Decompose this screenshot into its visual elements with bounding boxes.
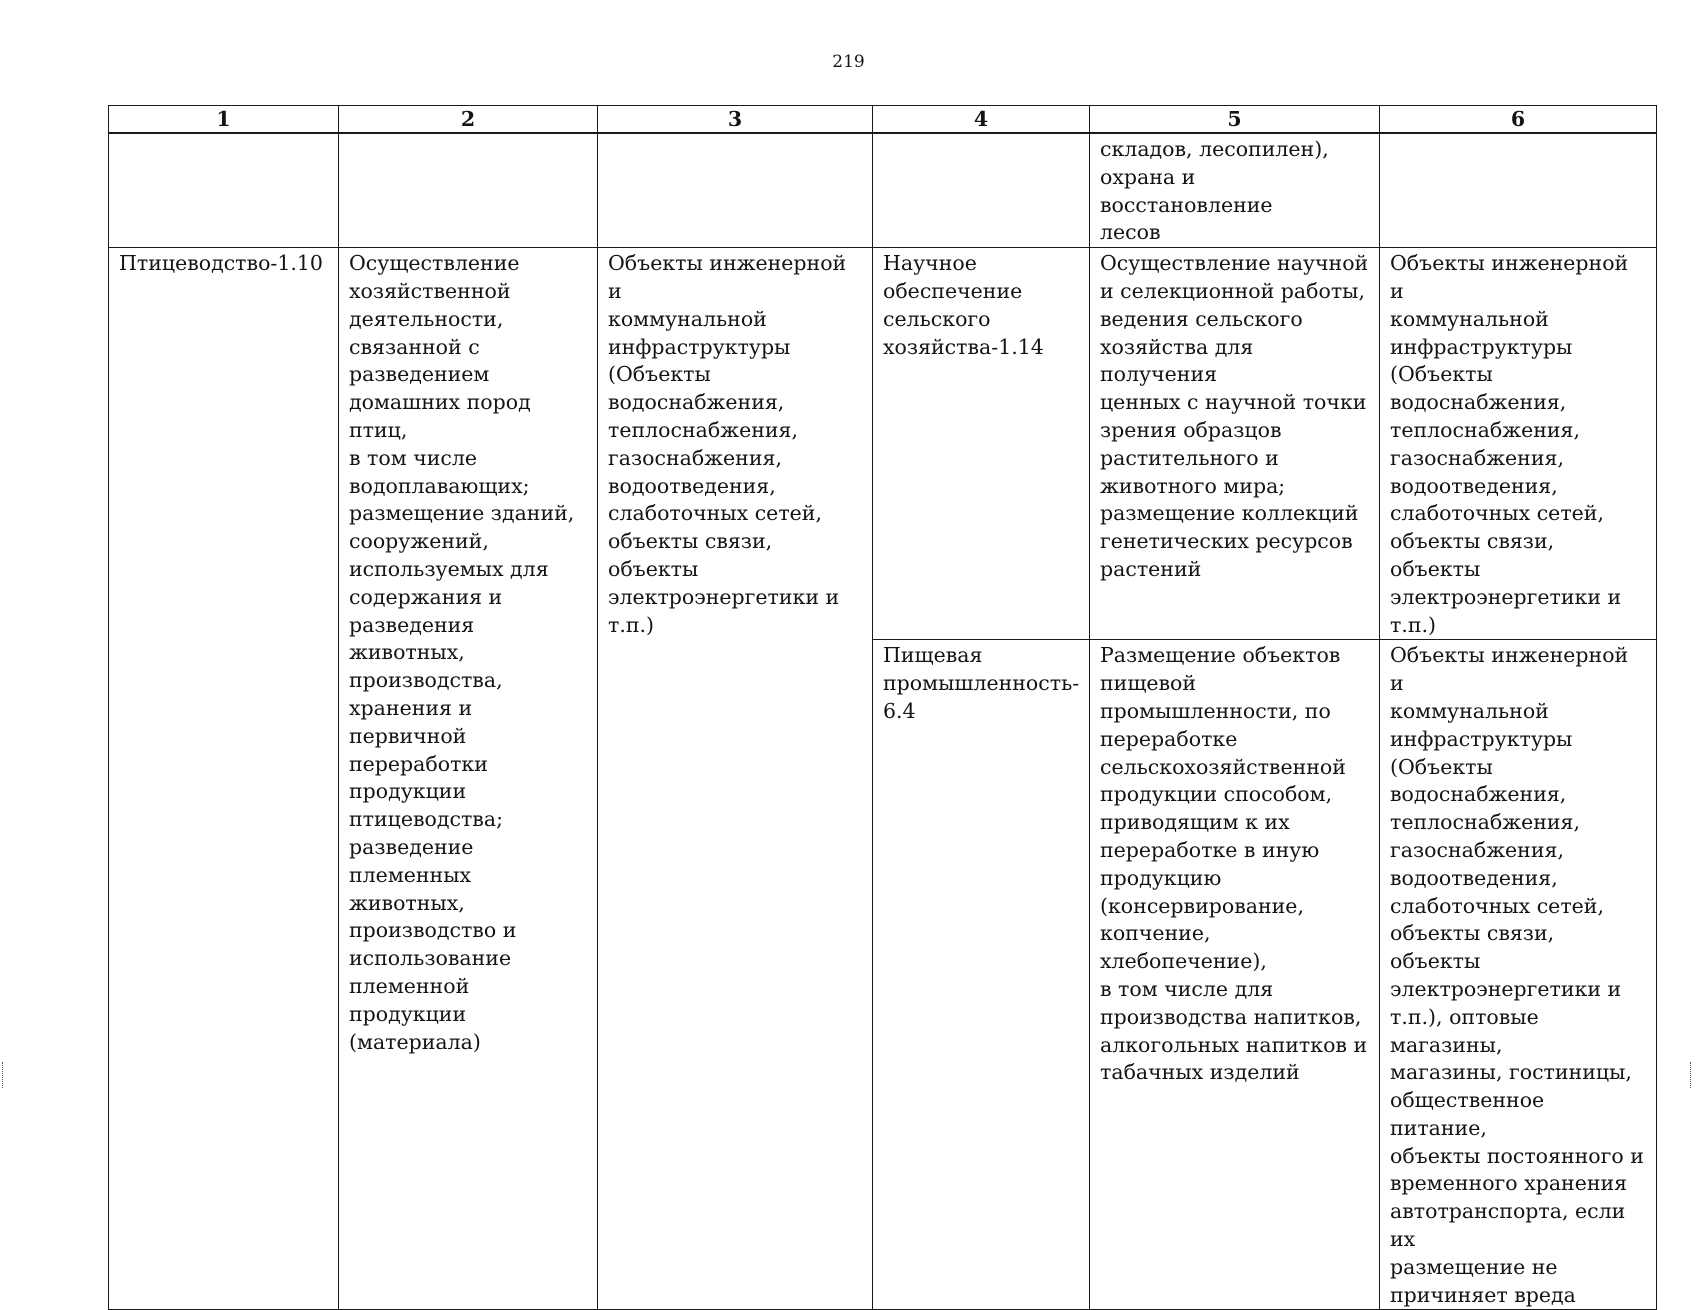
page-number: 219 (832, 52, 865, 72)
table-header-row (109, 106, 1657, 134)
scan-edge-mark-right (1690, 1062, 1694, 1088)
cell-conditional-auxiliary-science: Объекты инженерной и коммунальной инфраструктуры (Объекты водоснабжения, теплоснабжения, газоснабжения, водоотведения, слаботочных сетей, объекты связи, объекты электроэнергетики и т.п.) (1380, 248, 1657, 640)
cell-main-description: Осуществление хозяйственной деятельности, связанной с разведением домашних пород птиц, в том числе водоплавающих; размещение зданий, сооружений, используемых для содержания и разведения животных, производства, хранения и первичной переработки продукции птицеводства; разведение племенных животных, производство и использование племенной продукции (материала) (339, 248, 598, 1310)
header-cell-5: 5 (1090, 106, 1380, 134)
land-use-table (108, 105, 1657, 1310)
header-cell-4: 4 (873, 106, 1090, 134)
cell-conditional-description-science: Осуществление научной и селекционной работы, ведения сельского хозяйства для получения ценных с научной точки зрения образцов растительного и животного мира; размещение коллекций генетических ресурсов растений (1090, 248, 1380, 640)
cell-conditional-auxiliary-food: Объекты инженерной и коммунальной инфраструктуры (Объекты водоснабжения, теплоснабжения, газоснабжения, водоотведения, слаботочных сетей, объекты связи, объекты электроэнергетики и т.п.), оптовые магазины, магазины, гостиницы, общественное питание, объекты постоянного и временного хранения автотранспорта, если их размещение не причиняет вреда (1380, 640, 1657, 1310)
cell-conditional-use-science: Научное обеспечение сельского хозяйства-1.14 (873, 248, 1090, 640)
cell-empty (1380, 133, 1657, 248)
cell-main-auxiliary-uses: Объекты инженерной и коммунальной инфраструктуры (Объекты водоснабжения, теплоснабжения, газоснабжения, водоотведения, слаботочных сетей, объекты связи, объекты электроэнергетики и т.п.) (598, 248, 873, 1310)
cell-empty (339, 133, 598, 248)
cell-main-land-use-type: Птицеводство-1.10 (109, 248, 339, 1310)
table-row-poultry (109, 248, 1657, 640)
cell-conditional-use-food: Пищевая промышленность- 6.4 (873, 640, 1090, 1310)
table-row-continued (109, 133, 1657, 248)
cell-conditional-description-food: Размещение объектов пищевой промышленности, по переработке сельскохозяйственной продукции способом, приводящим к их переработке в иную продукцию (консервирование, копчение, хлебопечение), в том числе для производства напитков, алкогольных напитков и табачных изделий (1090, 640, 1380, 1310)
scan-edge-mark-left (2, 1062, 6, 1088)
cell-empty (873, 133, 1090, 248)
cell-continued-description: складов, лесопилен), охрана и восстановление лесов (1090, 133, 1380, 248)
cell-empty (598, 133, 873, 248)
header-cell-3: 3 (598, 106, 873, 134)
cell-empty (109, 133, 339, 248)
header-cell-2: 2 (339, 106, 598, 134)
header-cell-6: 6 (1380, 106, 1657, 134)
header-cell-1: 1 (109, 106, 339, 134)
